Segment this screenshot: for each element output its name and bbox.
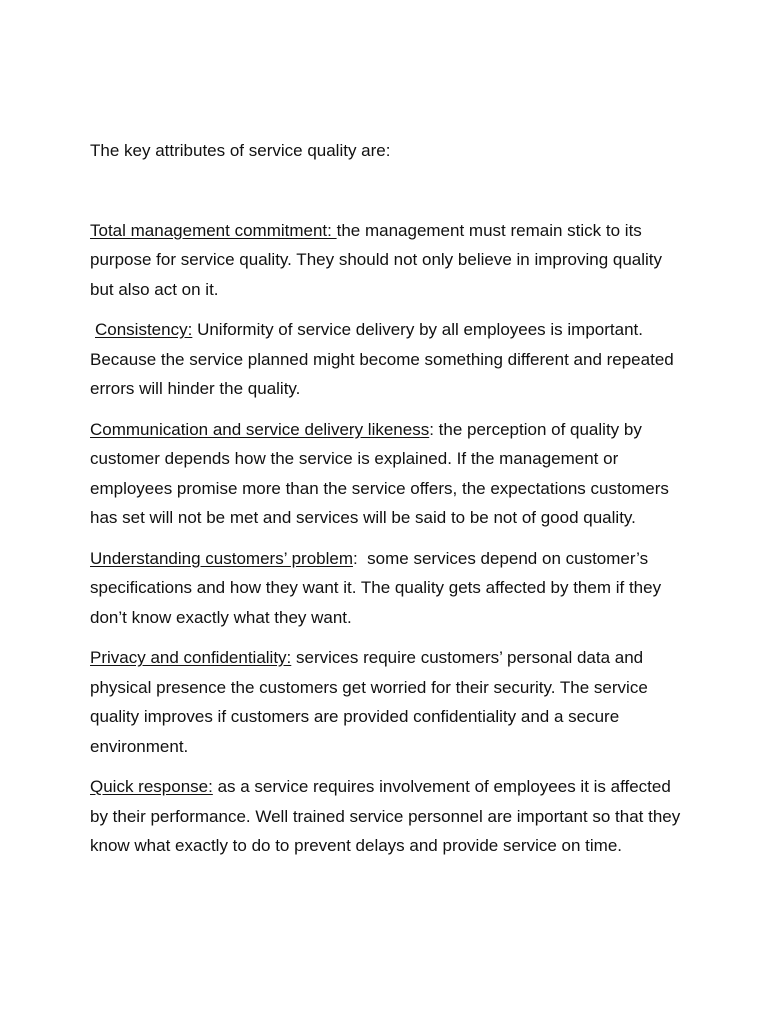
attribute-term: Privacy and confidentiality: — [90, 648, 292, 667]
attribute-description: some services depend on customer’s specifications and how they want it. The quality gets affected by them if they don’t know exactly what they want. — [90, 548, 662, 627]
attribute-term: Communication and service delivery likeness — [90, 419, 430, 439]
attribute-paragraph-communication — [90, 415, 690, 533]
attribute-paragraph-management-commitment — [90, 216, 690, 305]
attribute-paragraph-consistency — [90, 315, 690, 404]
attribute-term: Understanding customers’ problem — [90, 548, 353, 568]
attribute-separator: : — [353, 548, 368, 568]
intro-line: The key attributes of service quality are: — [90, 141, 391, 160]
attribute-paragraph-quick-response — [90, 772, 690, 861]
attribute-description: as a service requires involvement of employees it is affected by their performance. Well trained service personnel are important so that they know what exactly to do to prevent delays and provide service on time. — [90, 777, 681, 855]
attribute-term: Quick response: — [90, 777, 213, 796]
attribute-description: services require customers’ personal data and physical presence the customers get worried for their security. The service quality improves if customers are provided confidentiality and a secure environment. — [90, 648, 648, 756]
attribute-term: Total management commitment: — [90, 220, 337, 240]
attribute-description: the management must remain stick to its purpose for service quality. They should not only believe in improving quality but also act on it. — [90, 220, 663, 299]
attribute-paragraph-understanding-customers — [90, 544, 690, 633]
attribute-description: the perception of quality by customer depends how the service is explained. If the management or employees promise more than the service offers, the expectations customers has set will not be met and services will be said to be not of good quality. — [90, 419, 669, 527]
attribute-separator: : — [429, 419, 439, 439]
attribute-term: Consistency: — [95, 320, 193, 339]
document-page — [90, 136, 690, 872]
attribute-paragraph-privacy — [90, 643, 690, 761]
attribute-description: Uniformity of service delivery by all employees is important. Because the service planned might become something different and repeated errors will hinder the quality. — [90, 320, 674, 398]
